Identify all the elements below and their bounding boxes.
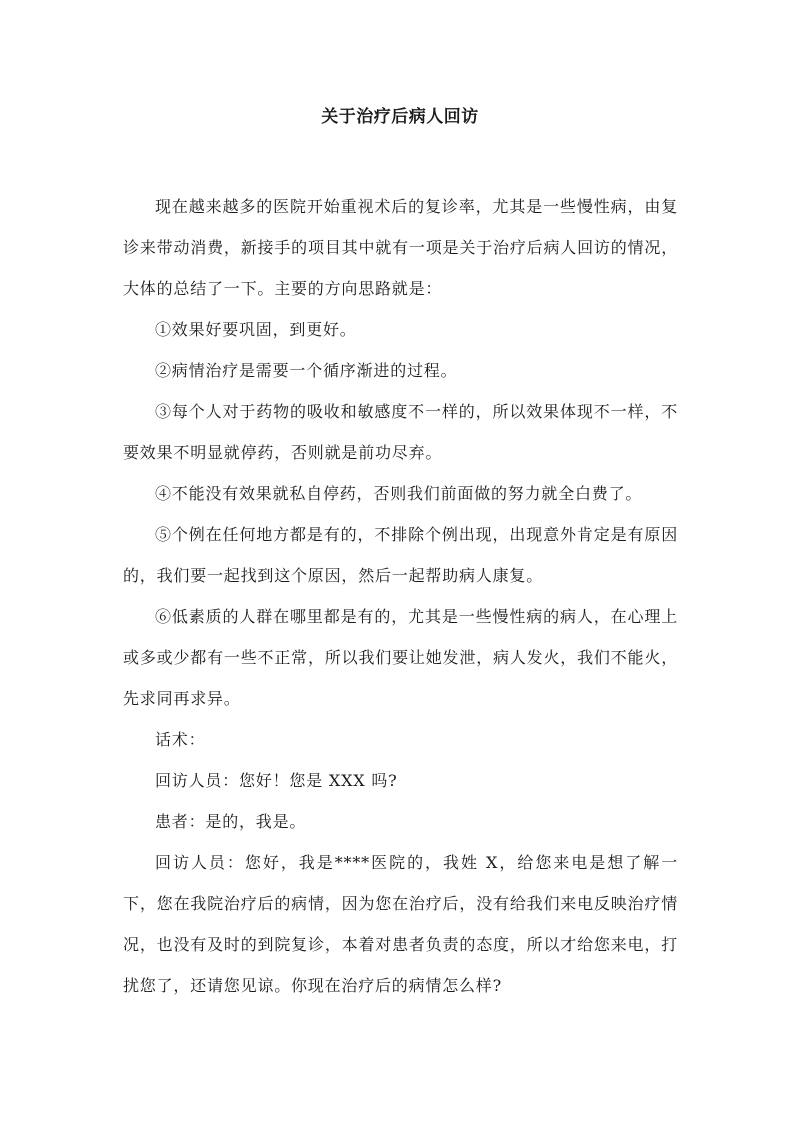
paragraph-point-3: ③每个人对于药物的吸收和敏感度不一样的，所以效果体现不一样，不要效果不明显就停药，否则就是前功尽弃。 [123,402,678,462]
paragraph-point-1: ①效果好要巩固，到更好。 [155,320,357,339]
paragraph-intro: 现在越来越多的医院开始重视术后的复诊率，尤其是一些慢性病，由复诊来带动消费，新接手的项目其中就有一项是关于治疗后病人回访的情况，大体的总结了一下。主要的方向思路就是： [123,197,678,298]
document-body [123,186,678,1006]
paragraph-point-2: ②病情治疗是需要一个循序渐进的过程。 [155,361,458,380]
paragraph-dialog-3: 回访人员：您好，我是****医院的，我姓 X，给您来电是想了解一下，您在我院治疗后的病情，因为您在治疗后，没有给我们来电反映治疗情况，也没有及时的到院复诊，本着对患者负责的态度，所以才给您来电，打扰您了，还请您见谅。你现在治疗后的病情怎么样? [123,853,678,995]
paragraph-script-heading: 话术： [155,730,206,749]
paragraph-dialog-1: 回访人员：您好！您是 XXX 吗? [155,771,398,790]
paragraph-dialog-2: 患者：是的，我是。 [155,812,307,831]
paragraph-point-5: ⑤个例在任何地方都是有的，不排除个例出现，出现意外肯定是有原因的，我们要一起找到这个原因，然后一起帮助病人康复。 [123,525,678,585]
page-title: 关于治疗后病人回访 [321,107,479,127]
paragraph-point-4: ④不能没有效果就私自停药，否则我们前面做的努力就全白费了。 [155,484,643,503]
paragraph-point-6: ⑥低素质的人群在哪里都是有的，尤其是一些慢性病的病人，在心理上或多或少都有一些不正常，所以我们要让她发泄，病人发火，我们不能火，先求同再求异。 [123,607,678,708]
